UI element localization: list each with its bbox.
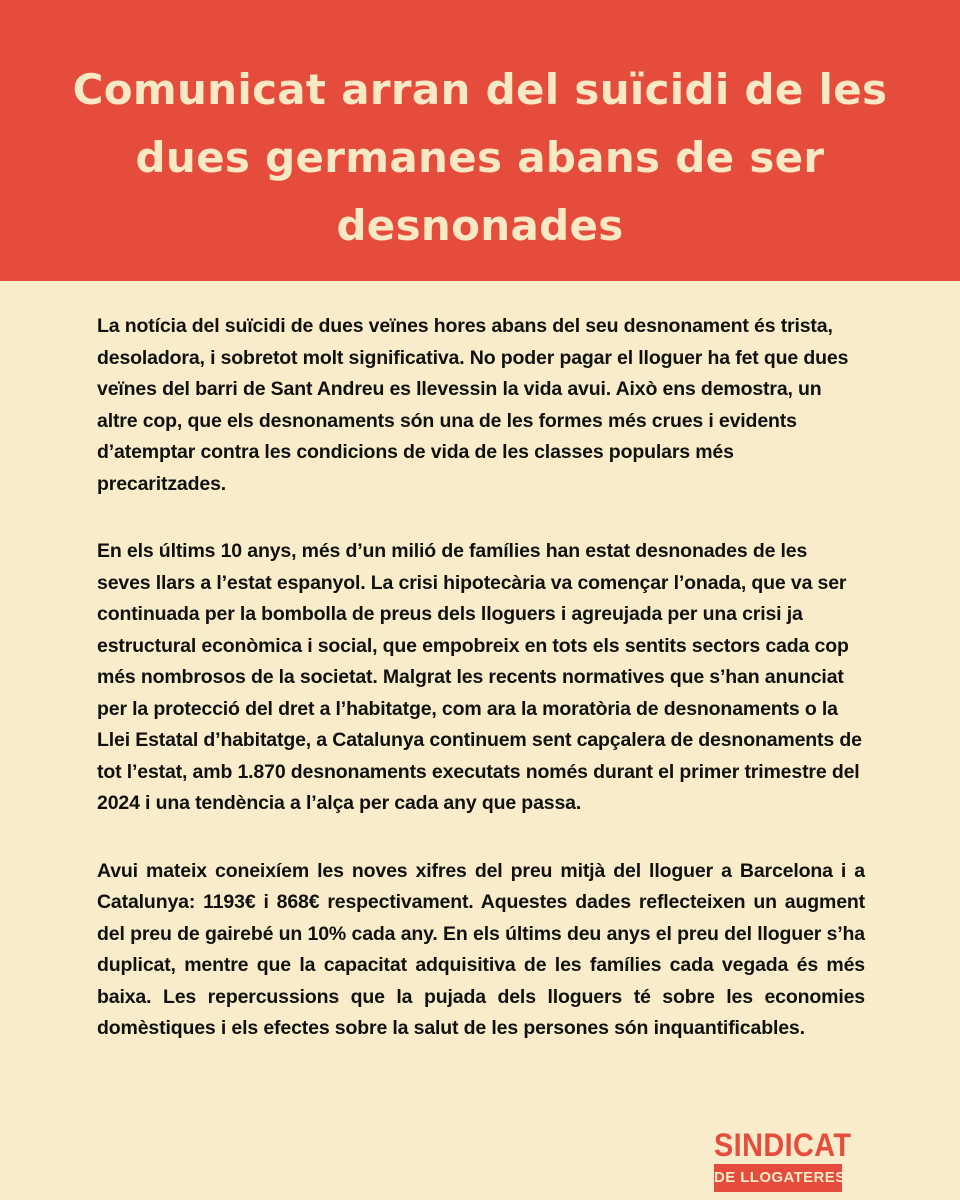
- logo-title: SINDICAT: [714, 1127, 852, 1163]
- logo-subtitle: DE LLOGATERES: [714, 1164, 842, 1192]
- statement-body: [97, 311, 865, 1081]
- sindicat-logo: [714, 1127, 852, 1192]
- paragraph-1: La notícia del suïcidi de dues veïnes hores abans del seu desnonament és trista, desoladora, i sobretot molt significativa. No poder pagar el lloguer ha fet que dues veïnes del barri de Sant Andreu es llevessin la vida avui. Això ens demostra, un altre cop, que els desnonaments són una de les formes més crues i evidents d’atemptar contra les condicions de vida de les classes populars més precaritzades.: [97, 315, 849, 495]
- header-banner: [0, 0, 960, 281]
- page-title: Comunicat arran del suïcidi de les dues germanes abans de ser desnonades: [72, 65, 888, 250]
- paragraph-2: En els últims 10 anys, més d’un milió de famílies han estat desnonades de les seves llars a l’estat espanyol. La crisi hipotecària va començar l’onada, que va ser continuada per la bombolla de preus dels lloguers i agreujada per una crisi ja estructural econòmica i social, que empobreix en tots els sentits sectors cada cop més nombrosos de la societat. Malgrat les recents normatives que s’han anunciat per la protecció del dret a l’habitatge, com ara la moratòria de desnonaments o la Llei Estatal d’habitatge, a Catalunya continuem sent capçalera de desnonaments de tot l’estat, amb 1.870 desnonaments executats només durant el primer trimestre del 2024 i una tendència a l’alça per cada any que passa.: [97, 540, 862, 814]
- paragraph-3: Avui mateix coneixíem les noves xifres del preu mitjà del lloguer a Barcelona i a Catalunya: 1193€ i 868€ respectivament. Aquestes dades reflecteixen un augment del preu de gairebé un 10% cada any. En els últims deu anys el preu del lloguer s’ha duplicat, mentre que la capacitat adquisitiva de les famílies cada vegada és més baixa. Les repercussions que la pujada dels lloguers té sobre les economies domèstiques i els efectes sobre la salut de les persones són inquantificables.: [97, 859, 865, 1039]
